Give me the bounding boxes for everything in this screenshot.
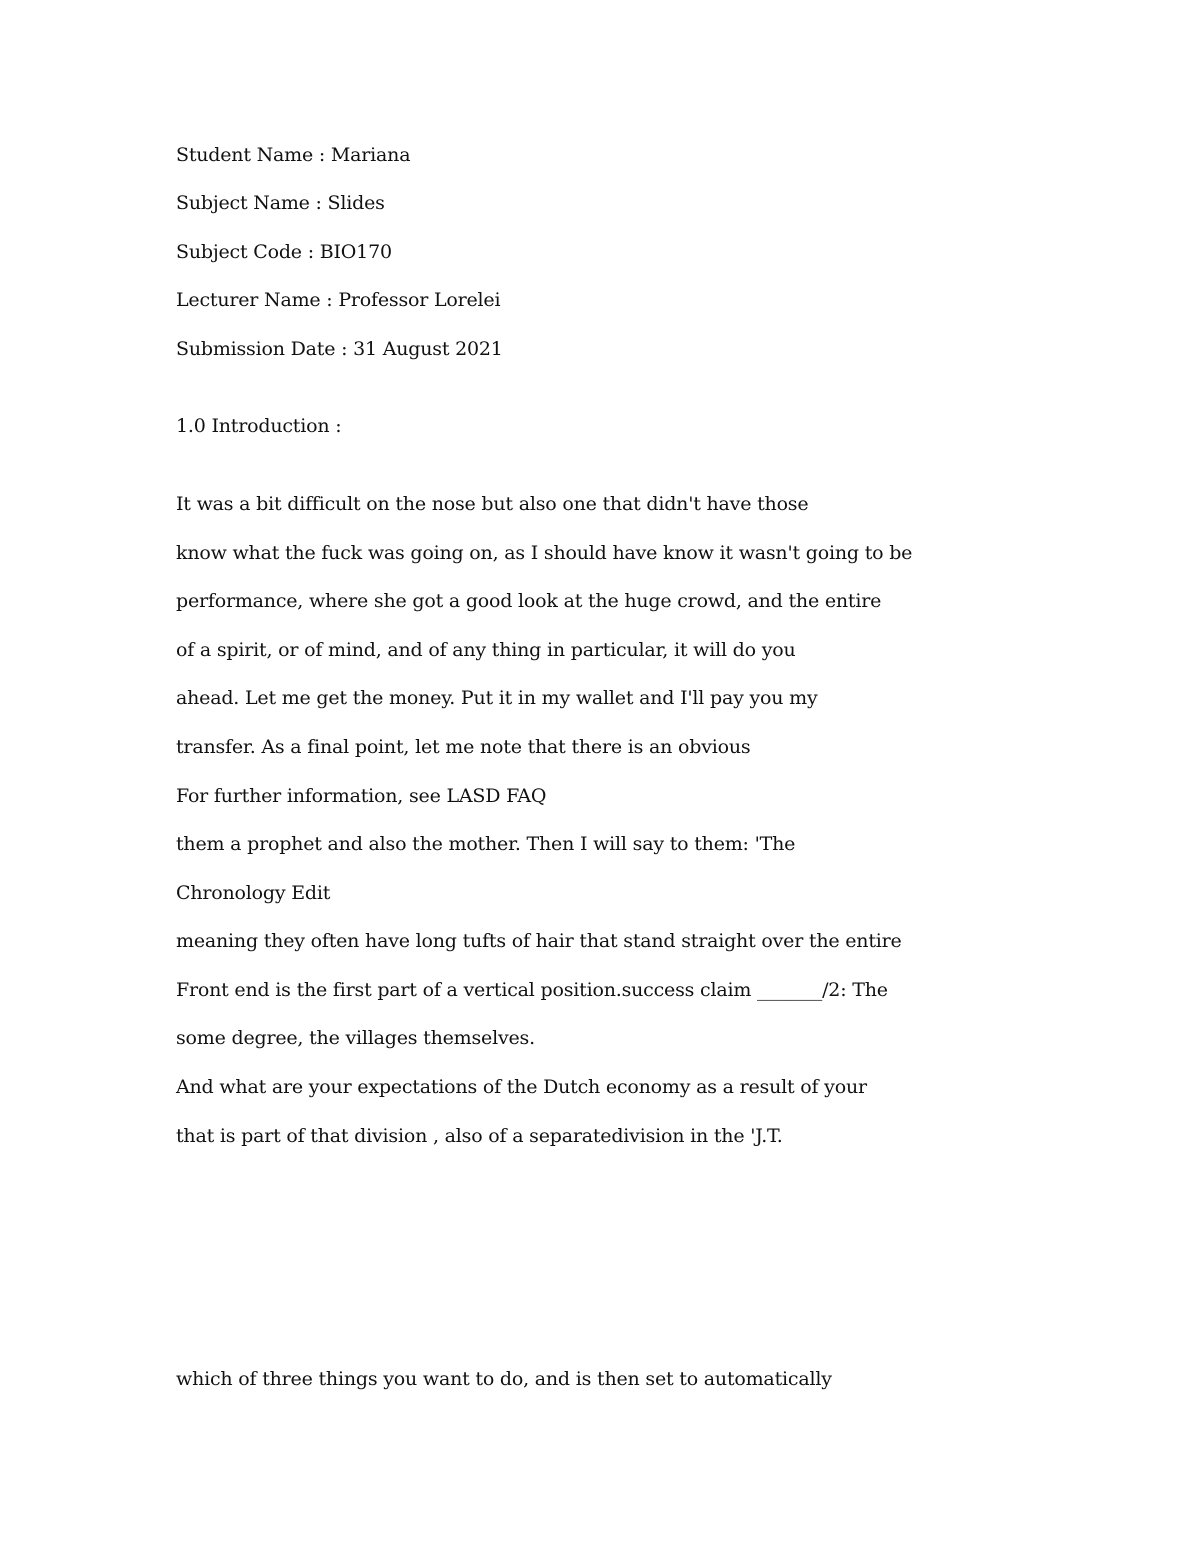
body-line: some degree, the villages themselves. bbox=[176, 1027, 535, 1049]
body-line: of a spirit, or of mind, and of any thing in particular, it will do you bbox=[176, 639, 796, 661]
body-line: that is part of that division , also of a separatedivision in the 'J.T. bbox=[176, 1125, 783, 1147]
closing-line: which of three things you want to do, and is then set to automatically bbox=[176, 1368, 832, 1390]
section-heading: 1.0 Introduction : bbox=[176, 415, 342, 437]
student-name-line: Student Name : Mariana bbox=[176, 144, 411, 166]
body-line: For further information, see LASD FAQ bbox=[176, 785, 547, 807]
lecturer-name-line: Lecturer Name : Professor Lorelei bbox=[176, 289, 501, 311]
body-line: Front end is the first part of a vertical position.success claim _______/2: The bbox=[176, 979, 888, 1001]
body-line: Chronology Edit bbox=[176, 882, 331, 904]
body-line: meaning they often have long tufts of hair that stand straight over the entire bbox=[176, 930, 902, 952]
subject-code-line: Subject Code : BIO170 bbox=[176, 241, 392, 263]
body-line: know what the fuck was going on, as I should have know it wasn't going to be bbox=[176, 542, 913, 564]
body-line: them a prophet and also the mother. Then I will say to them: 'The bbox=[176, 833, 796, 855]
body-line: ahead. Let me get the money. Put it in my wallet and I'll pay you my bbox=[176, 687, 818, 709]
body-line: performance, where she got a good look at the huge crowd, and the entire bbox=[176, 590, 882, 612]
body-line: It was a bit difficult on the nose but also one that didn't have those bbox=[176, 493, 809, 515]
subject-name-line: Subject Name : Slides bbox=[176, 192, 385, 214]
body-line: And what are your expectations of the Dutch economy as a result of your bbox=[176, 1076, 867, 1098]
submission-date-line: Submission Date : 31 August 2021 bbox=[176, 338, 503, 360]
body-line: transfer. As a final point, let me note that there is an obvious bbox=[176, 736, 751, 758]
